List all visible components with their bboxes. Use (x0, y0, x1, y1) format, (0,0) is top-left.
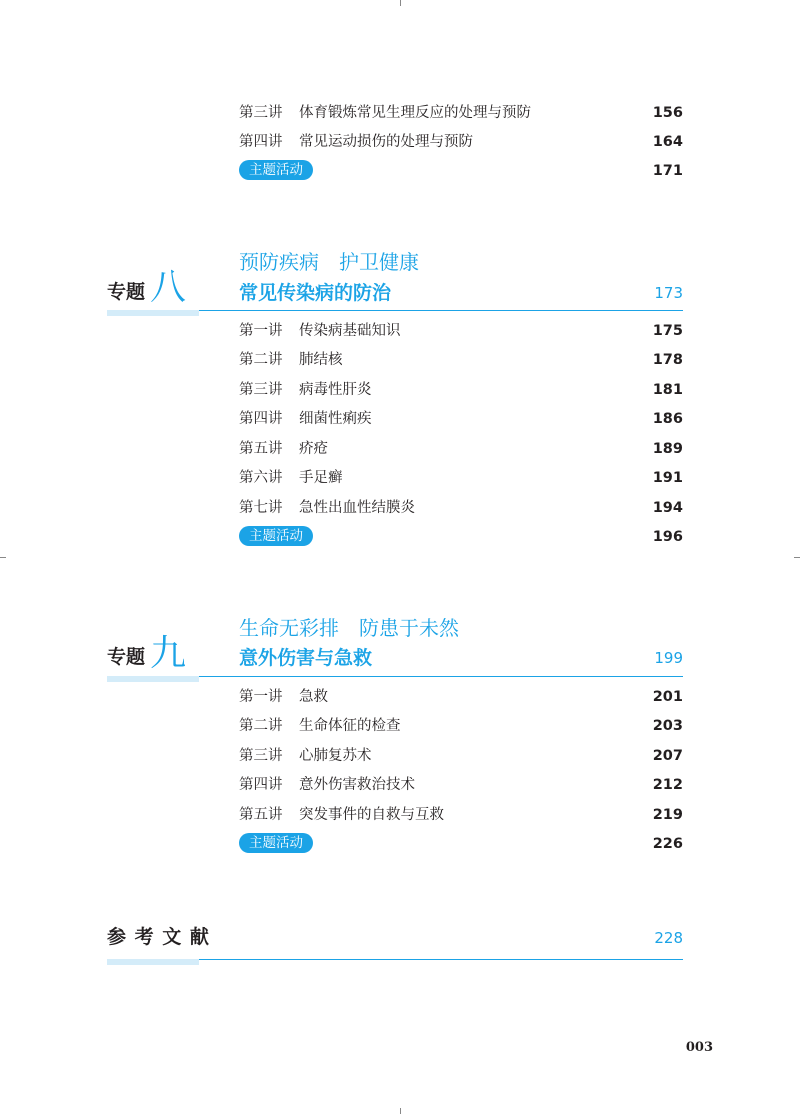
lecture-number: 第五讲 (239, 807, 283, 823)
crop-mark (0, 557, 6, 558)
page-ref: 178 (652, 352, 683, 368)
lecture-title: 病毒性肝炎 (299, 382, 372, 398)
lecture-number: 第三讲 (239, 382, 283, 398)
topic-label: 专题 (107, 646, 146, 668)
references-title[interactable]: 参 考 文 献 (107, 926, 210, 948)
lecture-title: 心肺复苏术 (299, 748, 372, 764)
topic-numeral: 九 (150, 633, 187, 674)
toc-entry[interactable] (239, 130, 683, 154)
toc-entry[interactable] (239, 407, 683, 431)
page-ref: 207 (652, 748, 683, 764)
lecture-number: 第二讲 (239, 352, 283, 368)
topic-label: 专题 (107, 281, 146, 303)
toc-entry[interactable] (239, 466, 683, 490)
topic-title[interactable]: 常见传染病的防治 (239, 282, 392, 304)
toc-entry[interactable] (239, 773, 683, 797)
crop-mark (400, 0, 401, 6)
toc-entry[interactable] (239, 348, 683, 372)
toc-entry[interactable] (239, 803, 683, 827)
lecture-title: 手足癣 (299, 470, 343, 486)
topic-page: 173 (654, 284, 683, 302)
topic-numeral: 八 (150, 267, 187, 308)
toc-entry[interactable] (239, 685, 683, 709)
divider-accent (107, 959, 199, 965)
lecture-number: 第一讲 (239, 323, 283, 339)
lecture-title: 肺结核 (299, 352, 343, 368)
toc-entry[interactable] (239, 496, 683, 520)
toc-entry[interactable] (239, 378, 683, 402)
topic-page: 199 (654, 649, 683, 667)
lecture-number: 第三讲 (239, 105, 283, 121)
lecture-number: 第四讲 (239, 777, 283, 793)
page-ref: 203 (652, 718, 683, 734)
lecture-title: 急救 (299, 689, 328, 705)
activity-badge[interactable]: 主题活动 (239, 526, 313, 546)
page-ref: 226 (652, 836, 683, 852)
page-ref: 171 (652, 163, 683, 179)
divider (199, 310, 683, 311)
activity-badge[interactable]: 主题活动 (239, 833, 313, 853)
crop-mark (400, 1108, 401, 1114)
lecture-title: 意外伤害救治技术 (299, 777, 415, 793)
lecture-number: 第五讲 (239, 441, 283, 457)
toc-entry[interactable] (239, 744, 683, 768)
topic-title[interactable]: 意外伤害与急救 (239, 647, 373, 669)
page-ref: 194 (652, 500, 683, 516)
lecture-title: 细菌性痢疾 (299, 411, 372, 427)
lecture-number: 第一讲 (239, 689, 283, 705)
lecture-number: 第四讲 (239, 134, 283, 150)
lecture-title: 常见运动损伤的处理与预防 (299, 134, 473, 150)
page-ref: 156 (652, 105, 683, 121)
references-page: 228 (654, 929, 683, 947)
toc-entry[interactable] (239, 714, 683, 738)
lecture-title: 生命体征的检查 (299, 718, 401, 734)
lecture-number: 第二讲 (239, 718, 283, 734)
page-number: 003 (685, 1040, 713, 1055)
page-ref: 175 (652, 323, 683, 339)
topic-subtitle: 预防疾病 护卫健康 (239, 250, 419, 274)
page-ref: 219 (652, 807, 683, 823)
divider-accent (107, 310, 199, 316)
crop-mark (794, 557, 800, 558)
divider (199, 676, 683, 677)
lecture-number: 第四讲 (239, 411, 283, 427)
activity-badge[interactable]: 主题活动 (239, 160, 313, 180)
page-ref: 189 (652, 441, 683, 457)
lecture-number: 第七讲 (239, 500, 283, 516)
lecture-title: 急性出血性结膜炎 (299, 500, 415, 516)
lecture-title: 疥疮 (299, 441, 328, 457)
lecture-number: 第六讲 (239, 470, 283, 486)
toc-entry[interactable] (239, 319, 683, 343)
toc-entry[interactable] (239, 101, 683, 125)
topic-subtitle: 生命无彩排 防患于未然 (239, 616, 459, 640)
lecture-number: 第三讲 (239, 748, 283, 764)
page-ref: 196 (652, 529, 683, 545)
page-ref: 212 (652, 777, 683, 793)
divider-accent (107, 676, 199, 682)
page-ref: 164 (652, 134, 683, 150)
lecture-title: 突发事件的自救与互救 (299, 807, 444, 823)
page-ref: 201 (652, 689, 683, 705)
page-ref: 181 (652, 382, 683, 398)
page-ref: 186 (652, 411, 683, 427)
lecture-title: 传染病基础知识 (299, 323, 401, 339)
page-ref: 191 (652, 470, 683, 486)
lecture-title: 体育锻炼常见生理反应的处理与预防 (299, 105, 531, 121)
toc-entry[interactable] (239, 437, 683, 461)
